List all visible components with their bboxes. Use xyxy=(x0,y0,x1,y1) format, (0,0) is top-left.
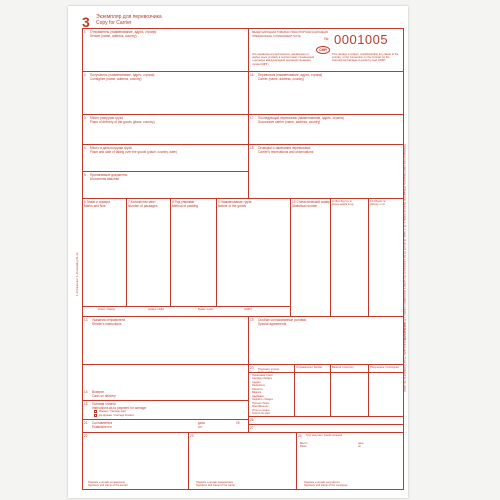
sig-divider-2 xyxy=(296,432,297,490)
goods-col10-num: 10 xyxy=(292,200,296,204)
goods-col6-en: Marks and Nos xyxy=(84,204,106,208)
form-frame xyxy=(82,28,404,490)
box24-label: Груз получен / Goods received xyxy=(306,434,343,437)
pay-row-8: Прочие сборы xyxy=(252,402,270,405)
goods-col-line-11 xyxy=(330,198,331,316)
box24-place-ru: Место xyxy=(300,442,308,445)
goods-col7 xyxy=(128,200,157,208)
consignee-signature-en: Signature and stamp of the consignee xyxy=(304,484,348,487)
box2-label-ru: Получатель (наименование, адрес, страна) xyxy=(90,73,155,77)
class-label: Класс / Klasse xyxy=(98,308,116,311)
goods-col6-ru: Знаки и номера xyxy=(86,200,110,204)
center-divider-mid xyxy=(248,316,249,364)
box24-on-en: on xyxy=(358,445,361,448)
serial-prefix: № xyxy=(324,36,329,41)
copy-label xyxy=(96,15,162,26)
box5-label-ru: Прилагаемые документы xyxy=(90,173,128,177)
serial-number: 0001005 xyxy=(334,32,389,47)
box21-num: 21 xyxy=(84,421,88,425)
goods-col12-num: 12 xyxy=(370,200,373,203)
goods-col12-ru: Объем, м³ xyxy=(373,200,386,203)
carrier-signature-ru: Подпись и штамп перевозчика xyxy=(196,481,233,484)
row-line-14-bottom xyxy=(82,400,248,401)
copy-label-en: Copy for Carrier xyxy=(96,19,132,26)
title-ru: МЕЖДУНАРОДНАЯ ТОВАРНО-ТРАНСПОРТНАЯ НАКЛАДНАЯ xyxy=(252,31,329,34)
pay-row-9: Miscellaneous xyxy=(252,405,269,408)
box15-label-en: Instructions as to payment for carriage xyxy=(92,406,147,410)
row-line-pay-bottom xyxy=(248,416,404,417)
carriage-paid-label: Франко / Carriage paid xyxy=(99,410,126,413)
goods-col7-ru: Количество мест xyxy=(130,200,156,204)
goods-col11-en: Gross weight in kg xyxy=(332,203,354,207)
carriage-paid-checkbox[interactable] xyxy=(94,410,97,413)
box19-label-ru: Особые согласованные условия xyxy=(258,318,307,322)
box21-label-en: Established in xyxy=(92,425,112,429)
sender-signature-en: Signature and stamp of the sender xyxy=(88,484,128,487)
pay-row-4: Разность xyxy=(252,388,263,391)
pay-row-10: Итого к оплате xyxy=(252,409,270,412)
adr-label: (ADR*) xyxy=(244,308,253,311)
box1-label-ru: Отправитель (наименование, адрес, страна) xyxy=(90,30,157,34)
box21-on-ru: дата xyxy=(198,421,205,425)
goods-col9-ru: Наименование груза xyxy=(220,200,252,204)
carriage-forward-checkbox[interactable] xyxy=(94,414,97,417)
box2-num: 2 xyxy=(84,73,86,77)
copy-label-ru: Экземпляр для перевозчика xyxy=(96,14,162,20)
row-line-signatures-top xyxy=(82,432,404,433)
sidenote-bottom: Заполняется перевозчиком / To be completed by the carrier xyxy=(403,322,406,392)
goods-col10-ru: Статистический номер xyxy=(296,200,331,204)
goods-col7-en: Number of packages xyxy=(128,204,158,208)
center-divider-low xyxy=(248,364,249,432)
pay-row-0: Провозная плата xyxy=(252,374,273,377)
pay-row-2: Скидки xyxy=(252,381,261,384)
sidenote-top: Заполняется под ответственность отправителя. Включая графы 1-15, а также 19+21+22 (To be completed on the sender's responsibility including 1-15 and 19+21+22) xyxy=(403,144,406,341)
box17-label-en: Successive carrier (name, address, country) xyxy=(258,120,321,124)
copy-number: 3 xyxy=(82,14,90,30)
letter-label: Буква / Letter xyxy=(198,308,214,311)
convention-ru: Эта перевозка осуществляется, независимо от любых иных условий, в соответствии с Конвенцией о договоре международной дорожной перевозки грузов (КДПГ) xyxy=(252,53,315,66)
box20-label-ru: Подлежит оплате xyxy=(258,368,280,371)
box4-num: 4 xyxy=(84,146,86,150)
sig-divider-1 xyxy=(188,432,189,490)
pay-row-7: Supplem. charges xyxy=(252,398,273,401)
box14-label-ru: Возврат xyxy=(92,390,104,394)
box16-num: 16 xyxy=(250,73,254,77)
box19-label-en: Special agreements xyxy=(258,322,287,326)
goods-col12 xyxy=(370,200,386,206)
pay-row-1: Carriage charges xyxy=(252,377,272,380)
goods-col11 xyxy=(332,200,353,206)
cmr-badge: CMR xyxy=(316,46,330,54)
pay-head-consignee: Получатель / Consignee xyxy=(370,366,399,369)
row-line-2 xyxy=(82,114,404,115)
goods-col8-ru: Род упаковки xyxy=(174,200,195,204)
box15-label-ru: Условия оплаты xyxy=(92,402,116,406)
box14-label-en: Cash on delivery xyxy=(92,394,116,398)
box13-label-en: Sender's instructions xyxy=(92,322,122,326)
row-line-19-bottom xyxy=(248,364,404,365)
row-line-3 xyxy=(82,144,404,145)
box1-num: 1 xyxy=(84,30,86,34)
goods-col-line-8 xyxy=(170,198,171,306)
goods-col8-en: Method of packing xyxy=(172,204,199,208)
box27-num: 27 xyxy=(250,426,254,430)
row-line-15-bottom xyxy=(82,419,248,420)
center-divider-top xyxy=(248,28,249,198)
box5-label-en: Documents attached xyxy=(90,177,120,181)
box25-num: 25 xyxy=(236,421,240,425)
box24-label-ru: Груз получен xyxy=(306,434,322,437)
box24-place-en: Place xyxy=(300,445,307,448)
box24-num: 24 xyxy=(298,434,302,438)
box4-label-ru: Место и дата погрузки груза xyxy=(90,146,132,150)
pay-head-line xyxy=(248,372,404,373)
pay-row-11: Total to be paid xyxy=(252,412,270,415)
box26-num: 26 xyxy=(250,418,254,422)
carrier-signature-en: Signature and stamp of the carrier xyxy=(196,484,236,487)
goods-col-line-9 xyxy=(216,198,217,306)
box21-on-en: on xyxy=(198,425,202,429)
box18-label-en: Carrier's reservations and observations xyxy=(258,150,314,154)
sidenote-left: 1–15 включая / 1–15 including 19–22 xyxy=(76,252,79,296)
box3-num: 3 xyxy=(84,116,86,120)
box24-on-ru: дата xyxy=(358,442,364,445)
box20-label-en: To be paid by xyxy=(258,371,274,374)
row-line-26-bottom xyxy=(248,424,404,425)
box20-num: 20 xyxy=(250,366,254,370)
box17-num: 17 xyxy=(250,116,254,120)
title-en: INTERNATIONAL CONSIGNMENT NOTE xyxy=(252,34,301,38)
goods-col6-num: 6 xyxy=(84,200,86,204)
box16-label-ru: Перевозчик (наименование, адрес, страна) xyxy=(258,73,323,77)
goods-col-line-7 xyxy=(126,198,127,306)
pay-head-sender: Отправитель / Sender xyxy=(296,366,323,369)
box3-label-en: Place of delivery of the goods (place, country) xyxy=(90,120,155,124)
goods-col6 xyxy=(84,200,110,208)
box21-label-ru: Составлена в xyxy=(92,421,113,425)
goods-col7-num: 7 xyxy=(128,200,130,204)
goods-col11-num: 11 xyxy=(332,200,335,203)
box18-num: 18 xyxy=(250,146,254,150)
number-label: Цифра / Ziffer xyxy=(148,308,165,311)
box15-num: 15 xyxy=(84,402,88,406)
row-line-goods-top xyxy=(82,198,404,199)
goods-bottom-line xyxy=(82,316,404,317)
carriage-forward-label: Не франко / Carriage forward xyxy=(99,414,134,417)
box18-label-ru: Оговорки и замечания перевозчика xyxy=(258,146,311,150)
convention-en: This carriage is subject, notwithstanding any clause to the contrary, to the Convention on the Contract for the International Carriage of goods by road (CMR) xyxy=(332,53,399,63)
box19-num: 19 xyxy=(250,318,254,322)
goods-col12-en: Volume in m³ xyxy=(370,203,386,207)
goods-col9-num: 9 xyxy=(218,200,220,204)
box13-label-ru: Указания отправителя xyxy=(92,318,126,322)
box4-label-en: Place and date of taking over the goods (place, country, date) xyxy=(90,150,177,154)
box23-num: 23 xyxy=(190,434,194,438)
box16-label-en: Carrier (name, address, country) xyxy=(258,77,305,81)
sender-signature-ru: Подпись и штамп отправителя xyxy=(88,481,125,484)
pay-row-3: Deductions xyxy=(252,384,265,387)
goods-col9 xyxy=(218,200,251,208)
row-line-4 xyxy=(82,171,248,172)
goods-col10 xyxy=(292,200,330,208)
row-line-13-bottom xyxy=(82,364,248,365)
box5-num: 5 xyxy=(84,173,86,177)
class-row-line xyxy=(82,306,290,307)
box2-label-en: Consignee (name, address, country) xyxy=(90,77,142,81)
cmr-form-sheet xyxy=(68,6,408,498)
row-line-1 xyxy=(82,71,404,72)
goods-col8-num: 8 xyxy=(172,200,174,204)
consignee-signature-ru: Подпись и штамп получателя xyxy=(304,481,340,484)
pay-head-currency: Валюта / Currency xyxy=(332,366,354,369)
box22-num: 22 xyxy=(84,434,88,438)
pay-row-5: Balance xyxy=(252,391,262,394)
box24-label-en: Goods received xyxy=(323,434,343,437)
box3-label-ru: Место разгрузки груза xyxy=(90,116,123,120)
goods-col9-en: Nature of the goods xyxy=(218,204,246,208)
goods-col-line-12 xyxy=(368,198,369,316)
box13-num: 13 xyxy=(84,318,88,322)
box1-label-en: Sender (name, address, country) xyxy=(90,34,137,38)
goods-col8 xyxy=(172,200,198,208)
goods-col-line-10 xyxy=(290,198,291,316)
pay-row-6: Надбавки xyxy=(252,395,264,398)
goods-col11-ru: Вес брутто, кг xyxy=(335,200,353,203)
goods-col10-en: Statistical number xyxy=(292,204,318,208)
box17-label-ru: Последующий перевозчик (наименование, адрес, страна) xyxy=(258,116,344,120)
box14-num: 14 xyxy=(84,390,88,394)
